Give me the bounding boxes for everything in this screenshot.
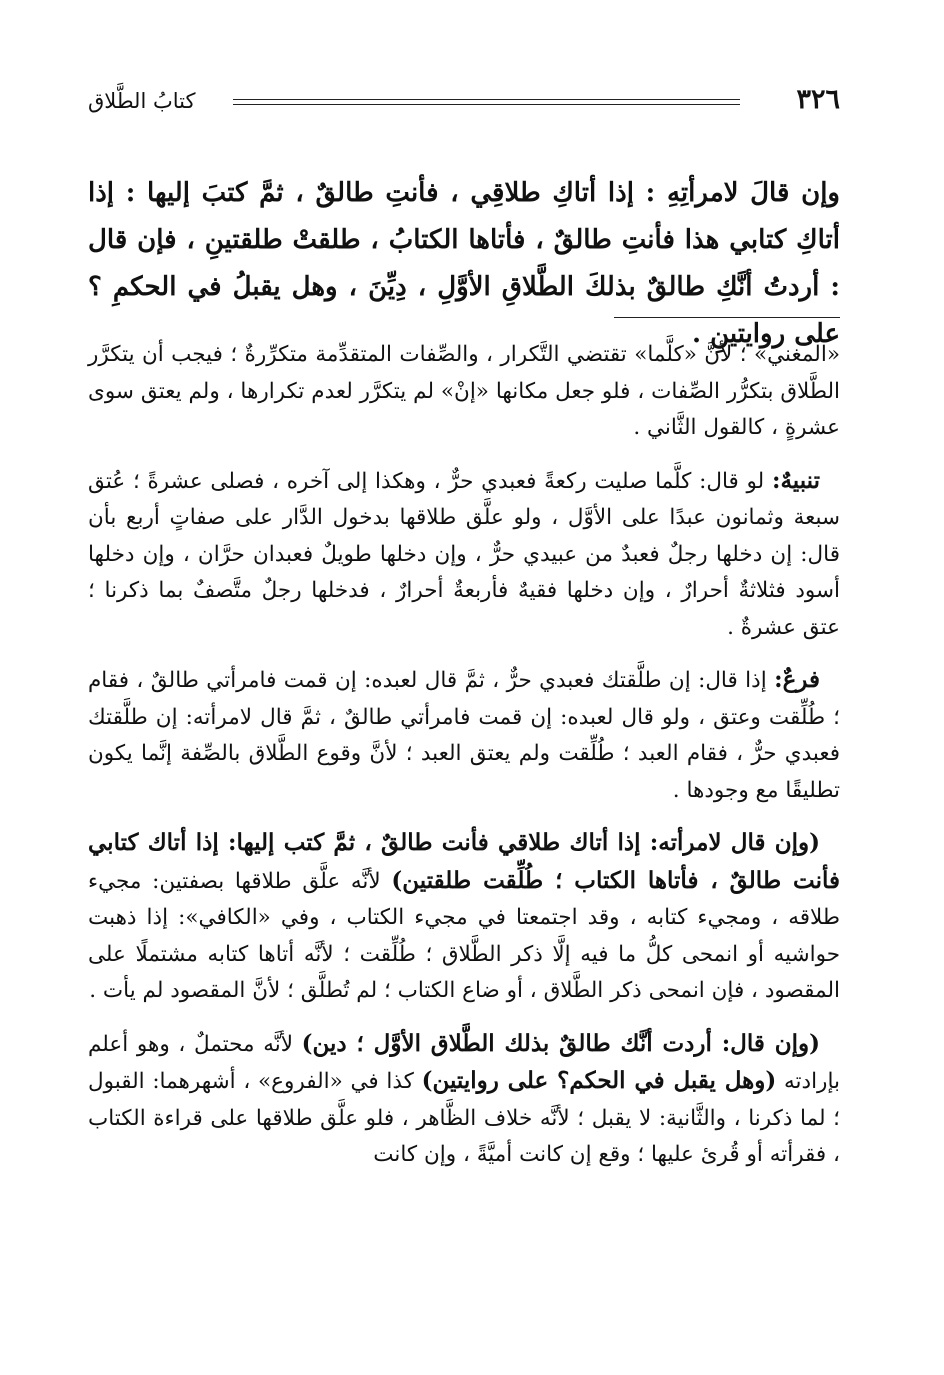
commentary-paragraph-5 [88,1026,840,1174]
matn-separator [614,317,840,318]
commentary-paragraph-1 [88,337,840,447]
page-number: ٣٢٦ [796,84,840,115]
commentary-text: لأنَّه محتملٌ ، وهو أعلم بإرادته [88,1031,840,1094]
branch-label: فرعٌ: [774,666,820,693]
commentary-text: كذا في «الفروع» ، أشهرهما: القبول ؛ لما ذكرنا ، والثَّانية: لا يقبل ؛ لأنَّه خلاف الظَّاهر ، فلو علَّق طلاقها على قراءة الكتاب ، فقرأته أو قُرئ عليها ؛ وقع إن كانت أميَّةً ، وإن كانت [88,1069,840,1167]
commentary-text: لو قال: كلَّما صليت ركعةً فعبدي حرٌّ ، وهكذا إلى آخره ، فصلى عشرةً ؛ عُتق سبعة وثمانون عبدًا على الأوَّل ، ولو علَّق طلاقها بدخول الدَّار على صفاتٍ أربع بأن قال: إن دخلها رجلٌ فعبدٌ من عبيدي حرٌّ ، وإن دخلها طويلٌ فعبدان حرَّان ، وإن دخلها أسود فثلاثةٌ أحرارٌ ، وإن دخلها فقيهٌ فأربعةٌ أحرارٌ ، فدخلها رجلٌ متَّصفٌ بما ذكرنا ؛ عتق عشرةٌ . [88,468,840,640]
commentary-paragraph-2 [88,463,840,647]
matn-text: وإن قالَ لامرأتِهِ : إذا أتاكِ طلاقِي ، فأنتِ طالقٌ ، ثمَّ كتبَ إليها : إذا أتاكِ كتابي هذا فأنتِ طالقٌ ، فأتاها الكتابُ ، طلقتْ طلقتينِ ، فإن قال : أردتُ أنَّكِ طالقٌ بذلكَ الطَّلاقِ الأوَّلِ ، دِيِّنَ ، وهل يقبلُ في الحكمِ ؟ على روايتينِ . [88,178,840,349]
quoted-matn: (وإن قال لامرأته: إذا أتاك طلاقي فأنت طالقٌ ، ثمَّ كتب إليها: إذا أتاك كتابي فأنت طالقٌ ، فأتاها الكتاب ؛ طُلِّقت طلقتين) [88,829,840,894]
commentary-text: «المغني» ؛ لأنَّ «كلَّما» تقتضي التَّكرار ، والصِّفات المتقدِّمة متكرِّرةٌ ؛ فيجب أن يتكرَّر الطَّلاق بتكرُّر الصِّفات ، فلو جعل مكانها «إنْ» لم يتكرَّر لعدم تكرارها ، ولم يعتق سوى عشرةٍ ، كالقول الثَّاني . [88,342,840,440]
quoted-matn: (وهل يقبل في الحكم؟ على روايتين) [421,1067,777,1094]
commentary [88,337,840,1190]
header-rule [233,99,740,105]
page-header [88,82,840,122]
commentary-text: لأنَّه علَّق طلاقها بصفتين: مجيء طلاقه ، ومجيء كتابه ، وقد اجتمعتا في مجيء الكتاب ، وفي «الكافي»: إذا ذهبت حواشيه أو انمحى كلُّ ما فيه إلَّا ذكر الطَّلاق ؛ طُلِّقت ؛ لأنَّه أتاها كتابه مشتملًا على المقصود ، فإن انمحى ذكر الطَّلاق ، أو ضاع الكتاب ؛ لم تُطلَّق ؛ لأنَّ المقصود لم يأت . [88,868,840,1003]
running-title: كتابُ الطَّلاق [88,89,196,113]
note-label: تنبيهٌ: [771,466,820,494]
commentary-paragraph-4 [88,825,840,1010]
commentary-paragraph-3 [88,662,840,809]
quoted-matn: (وإن قال: أردت أنَّك طالقٌ بذلك الطَّلاق الأوَّل ؛ دين) [301,1029,820,1057]
commentary-text: إذا قال: إن طلَّقتك فعبدي حرٌّ ، ثمَّ قال لعبده: إن قمت فامرأتي طالقٌ ، فقام ؛ طُلِّقت وعتق ، ولو قال لعبده: إن قمت فامرأتي طالقٌ ، ثمَّ قال لامرأته: إن طلَّقتك فعبدي حرٌّ ، فقام العبد ؛ طُلِّقت ولم يعتق العبد ؛ لأنَّ وقوع الطَّلاق بالصِّفة إنَّما يكون تطليقًا مع وجودها . [88,668,840,803]
